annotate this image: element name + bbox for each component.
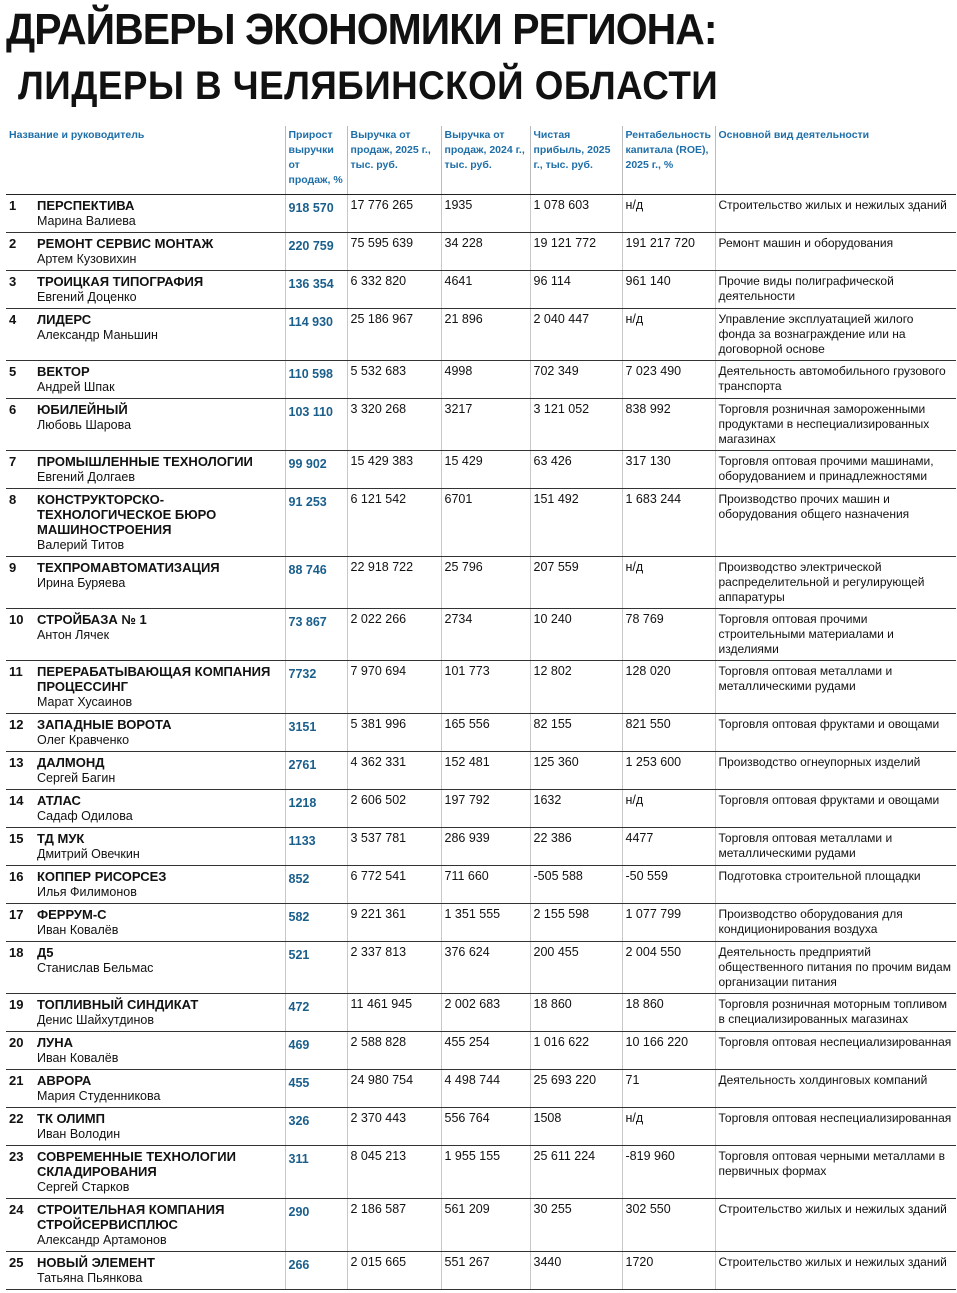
- name-cell: [6, 399, 285, 451]
- manager-name: Сергей Багин: [37, 771, 116, 785]
- name-cell: [6, 451, 285, 489]
- name-cell: [6, 994, 285, 1032]
- revenue-2024-cell: 4641: [441, 271, 530, 309]
- growth-cell: 469: [285, 1032, 347, 1070]
- name-cell: [6, 361, 285, 399]
- name-cell: [6, 1108, 285, 1146]
- net-profit-cell: -505 588: [530, 866, 622, 904]
- company-name: РЕМОНТ СЕРВИС МОНТАЖ: [37, 236, 214, 251]
- roe-cell: 1 077 799: [622, 904, 715, 942]
- roe-cell: 1 683 244: [622, 489, 715, 557]
- growth-cell: 103 110: [285, 399, 347, 451]
- net-profit-cell: 10 240: [530, 609, 622, 661]
- table-row: [6, 233, 956, 271]
- table-row: [6, 1070, 956, 1108]
- manager-name: Евгений Доценко: [37, 290, 137, 304]
- rank-number: 8: [9, 492, 17, 507]
- revenue-2025-cell: 11 461 945: [347, 994, 441, 1032]
- roe-cell: -819 960: [622, 1146, 715, 1199]
- manager-name: Иван Ковалёв: [37, 1051, 119, 1065]
- manager-name: Любовь Шарова: [37, 418, 132, 432]
- header-revenue-2025: Выручка от продаж, 2025 г., тыс. руб.: [347, 126, 441, 195]
- header-roe: Рентабельность капитала (ROE), 2025 г., %: [622, 126, 715, 195]
- activity-cell: Торговля оптовая фруктами и овощами: [715, 790, 956, 828]
- growth-cell: 266: [285, 1252, 347, 1290]
- growth-cell: 521: [285, 942, 347, 994]
- net-profit-cell: 200 455: [530, 942, 622, 994]
- name-cell: [6, 942, 285, 994]
- table-row: [6, 752, 956, 790]
- growth-cell: 114 930: [285, 309, 347, 361]
- company-name: ДАЛМОНД: [37, 755, 105, 770]
- manager-name: Ирина Буряева: [37, 576, 126, 590]
- manager-name: Марина Валиева: [37, 214, 136, 228]
- company-name: СТРОИТЕЛЬНАЯ КОМПАНИЯ СТРОЙСЕРВИСПЛЮС: [37, 1202, 225, 1232]
- name-cell: [6, 609, 285, 661]
- revenue-2025-cell: 2 015 665: [347, 1252, 441, 1290]
- revenue-2024-cell: 711 660: [441, 866, 530, 904]
- revenue-2025-cell: 2 186 587: [347, 1199, 441, 1252]
- table-row: [6, 451, 956, 489]
- revenue-2025-cell: 7 970 694: [347, 661, 441, 714]
- net-profit-cell: 3440: [530, 1252, 622, 1290]
- roe-cell: 191 217 720: [622, 233, 715, 271]
- revenue-2025-cell: 2 588 828: [347, 1032, 441, 1070]
- rank-number: 17: [9, 907, 24, 922]
- revenue-2025-cell: 22 918 722: [347, 557, 441, 609]
- company-name: ТД МУК: [37, 831, 85, 846]
- manager-name: Татьяна Пьянкова: [37, 1271, 143, 1285]
- table-row: [6, 904, 956, 942]
- roe-cell: 961 140: [622, 271, 715, 309]
- company-name: АВРОРА: [37, 1073, 92, 1088]
- company-name: СОВРЕМЕННЫЕ ТЕХНОЛОГИИ СКЛАДИРОВАНИЯ: [37, 1149, 236, 1179]
- activity-cell: Торговля розничная замороженными продуктами в неспециализированных магазинах: [715, 399, 956, 451]
- company-name: ВЕКТОР: [37, 364, 90, 379]
- company-name: КОНСТРУКТОРСКО-ТЕХНОЛОГИЧЕСКОЕ БЮРО МАШИНОСТРОЕНИЯ: [37, 492, 217, 537]
- roe-cell: 4477: [622, 828, 715, 866]
- revenue-2024-cell: 15 429: [441, 451, 530, 489]
- company-name: ЗАПАДНЫЕ ВОРОТА: [37, 717, 172, 732]
- activity-cell: Торговля оптовая прочими строительными материалами и изделиями: [715, 609, 956, 661]
- company-name: ПРОМЫШЛЕННЫЕ ТЕХНОЛОГИИ: [37, 454, 253, 469]
- manager-name: Александр Артамонов: [37, 1233, 167, 1247]
- manager-name: Антон Лячек: [37, 628, 110, 642]
- roe-cell: 128 020: [622, 661, 715, 714]
- name-cell: [6, 714, 285, 752]
- growth-cell: 73 867: [285, 609, 347, 661]
- rank-number: 5: [9, 364, 17, 379]
- revenue-2025-cell: 4 362 331: [347, 752, 441, 790]
- growth-cell: 582: [285, 904, 347, 942]
- net-profit-cell: 2 155 598: [530, 904, 622, 942]
- rank-number: 1: [9, 198, 17, 213]
- table-row: [6, 557, 956, 609]
- net-profit-cell: 96 114: [530, 271, 622, 309]
- rank-number: 6: [9, 402, 17, 417]
- manager-name: Илья Филимонов: [37, 885, 137, 899]
- name-cell: [6, 195, 285, 233]
- activity-cell: Управление эксплуатацией жилого фонда за вознаграждение или на договорной основе: [715, 309, 956, 361]
- revenue-2024-cell: 376 624: [441, 942, 530, 994]
- activity-cell: Строительство жилых и нежилых зданий: [715, 195, 956, 233]
- rank-number: 20: [9, 1035, 24, 1050]
- company-name: ТРОИЦКАЯ ТИПОГРАФИЯ: [37, 274, 204, 289]
- activity-cell: Торговля оптовая металлами и металлическими рудами: [715, 661, 956, 714]
- rank-number: 16: [9, 869, 24, 884]
- table-row: [6, 1146, 956, 1199]
- table-body: [6, 195, 956, 1290]
- revenue-2024-cell: 1935: [441, 195, 530, 233]
- net-profit-cell: 3 121 052: [530, 399, 622, 451]
- revenue-2024-cell: 197 792: [441, 790, 530, 828]
- growth-cell: 852: [285, 866, 347, 904]
- manager-name: Андрей Шпак: [37, 380, 115, 394]
- revenue-2024-cell: 165 556: [441, 714, 530, 752]
- rank-number: 19: [9, 997, 24, 1012]
- table-row: [6, 661, 956, 714]
- activity-cell: Строительство жилых и нежилых зданий: [715, 1252, 956, 1290]
- revenue-2024-cell: 25 796: [441, 557, 530, 609]
- net-profit-cell: 82 155: [530, 714, 622, 752]
- table-row: [6, 942, 956, 994]
- growth-cell: 472: [285, 994, 347, 1032]
- company-name: ТОПЛИВНЫЙ СИНДИКАТ: [37, 997, 199, 1012]
- revenue-2025-cell: 3 537 781: [347, 828, 441, 866]
- roe-cell: 821 550: [622, 714, 715, 752]
- growth-cell: 220 759: [285, 233, 347, 271]
- name-cell: [6, 233, 285, 271]
- revenue-2025-cell: 24 980 754: [347, 1070, 441, 1108]
- activity-cell: Производство прочих машин и оборудования общего назначения: [715, 489, 956, 557]
- manager-name: Марат Хусаинов: [37, 695, 133, 709]
- rank-number: 13: [9, 755, 24, 770]
- table-row: [6, 1108, 956, 1146]
- company-name: ЛИДЕРС: [37, 312, 92, 327]
- revenue-2024-cell: 4998: [441, 361, 530, 399]
- company-name: КОППЕР РИСОРСЕЗ: [37, 869, 167, 884]
- revenue-2024-cell: 3217: [441, 399, 530, 451]
- growth-cell: 290: [285, 1199, 347, 1252]
- activity-cell: Торговля розничная моторным топливом в специализированных магазинах: [715, 994, 956, 1032]
- manager-name: Денис Шайхутдинов: [37, 1013, 154, 1027]
- name-cell: [6, 1070, 285, 1108]
- name-cell: [6, 489, 285, 557]
- manager-name: Мария Студенникова: [37, 1089, 161, 1103]
- revenue-2025-cell: 2 337 813: [347, 942, 441, 994]
- net-profit-cell: 702 349: [530, 361, 622, 399]
- leaders-table: [6, 126, 956, 1290]
- revenue-2025-cell: 6 121 542: [347, 489, 441, 557]
- page-title: ДРАЙВЕРЫ ЭКОНОМИКИ РЕГИОНА:: [6, 5, 717, 54]
- roe-cell: 7 023 490: [622, 361, 715, 399]
- rank-number: 23: [9, 1149, 24, 1164]
- page-subtitle: ЛИДЕРЫ В ЧЕЛЯБИНСКОЙ ОБЛАСТИ: [18, 64, 719, 108]
- net-profit-cell: 151 492: [530, 489, 622, 557]
- table-row: [6, 1252, 956, 1290]
- name-cell: [6, 904, 285, 942]
- rank-number: 4: [9, 312, 17, 327]
- rank-number: 12: [9, 717, 24, 732]
- roe-cell: 838 992: [622, 399, 715, 451]
- rank-number: 7: [9, 454, 17, 469]
- rank-number: 18: [9, 945, 24, 960]
- revenue-2025-cell: 2 022 266: [347, 609, 441, 661]
- net-profit-cell: 2 040 447: [530, 309, 622, 361]
- growth-cell: 88 746: [285, 557, 347, 609]
- rank-number: 22: [9, 1111, 24, 1126]
- rank-number: 3: [9, 274, 17, 289]
- revenue-2025-cell: 75 595 639: [347, 233, 441, 271]
- revenue-2025-cell: 15 429 383: [347, 451, 441, 489]
- growth-cell: 99 902: [285, 451, 347, 489]
- table-row: [6, 1199, 956, 1252]
- revenue-2024-cell: 152 481: [441, 752, 530, 790]
- activity-cell: Деятельность предприятий общественного питания по прочим видам организации питания: [715, 942, 956, 994]
- company-name: АТЛАС: [37, 793, 81, 808]
- manager-name: Александр Маньшин: [37, 328, 158, 342]
- table-header-row: [6, 126, 956, 195]
- company-name: СТРОЙБАЗА № 1: [37, 612, 147, 627]
- growth-cell: 91 253: [285, 489, 347, 557]
- activity-cell: Подготовка строительной площадки: [715, 866, 956, 904]
- net-profit-cell: 25 611 224: [530, 1146, 622, 1199]
- name-cell: [6, 828, 285, 866]
- revenue-2025-cell: 6 772 541: [347, 866, 441, 904]
- company-name: ЛУНА: [37, 1035, 73, 1050]
- revenue-2024-cell: 286 939: [441, 828, 530, 866]
- name-cell: [6, 309, 285, 361]
- roe-cell: 1720: [622, 1252, 715, 1290]
- name-cell: [6, 866, 285, 904]
- revenue-2025-cell: 5 381 996: [347, 714, 441, 752]
- activity-cell: Производство оборудования для кондиционирования воздуха: [715, 904, 956, 942]
- revenue-2025-cell: 2 606 502: [347, 790, 441, 828]
- roe-cell: 18 860: [622, 994, 715, 1032]
- manager-name: Иван Володин: [37, 1127, 121, 1141]
- growth-cell: 1218: [285, 790, 347, 828]
- net-profit-cell: 22 386: [530, 828, 622, 866]
- revenue-2024-cell: 101 773: [441, 661, 530, 714]
- revenue-2024-cell: 556 764: [441, 1108, 530, 1146]
- net-profit-cell: 1508: [530, 1108, 622, 1146]
- header-activity: Основной вид деятельности: [715, 126, 956, 195]
- manager-name: Станислав Бельмас: [37, 961, 154, 975]
- roe-cell: 10 166 220: [622, 1032, 715, 1070]
- manager-name: Олег Кравченко: [37, 733, 130, 747]
- roe-cell: н/д: [622, 1108, 715, 1146]
- company-name: ПЕРЕРАБАТЫВАЮЩАЯ КОМПАНИЯ ПРОЦЕССИНГ: [37, 664, 271, 694]
- table-row: [6, 271, 956, 309]
- company-name: ПЕРСПЕКТИВА: [37, 198, 135, 213]
- net-profit-cell: 18 860: [530, 994, 622, 1032]
- revenue-2024-cell: 1 955 155: [441, 1146, 530, 1199]
- revenue-2025-cell: 5 532 683: [347, 361, 441, 399]
- table-row: [6, 399, 956, 451]
- growth-cell: 1133: [285, 828, 347, 866]
- header-revenue-2024: Выручка от продаж, 2024 г., тыс. руб.: [441, 126, 530, 195]
- activity-cell: Ремонт машин и оборудования: [715, 233, 956, 271]
- name-cell: [6, 271, 285, 309]
- activity-cell: Торговля оптовая металлами и металлическими рудами: [715, 828, 956, 866]
- name-cell: [6, 557, 285, 609]
- growth-cell: 110 598: [285, 361, 347, 399]
- roe-cell: н/д: [622, 309, 715, 361]
- company-name: Д5: [37, 945, 54, 960]
- roe-cell: 302 550: [622, 1199, 715, 1252]
- roe-cell: 2 004 550: [622, 942, 715, 994]
- roe-cell: 71: [622, 1070, 715, 1108]
- growth-cell: 326: [285, 1108, 347, 1146]
- company-name: ЮБИЛЕЙНЫЙ: [37, 402, 128, 417]
- rank-number: 21: [9, 1073, 24, 1088]
- revenue-2024-cell: 4 498 744: [441, 1070, 530, 1108]
- activity-cell: Строительство жилых и нежилых зданий: [715, 1199, 956, 1252]
- revenue-2025-cell: 17 776 265: [347, 195, 441, 233]
- activity-cell: Деятельность автомобильного грузового транспорта: [715, 361, 956, 399]
- activity-cell: Торговля оптовая неспециализированная: [715, 1108, 956, 1146]
- table-row: [6, 1032, 956, 1070]
- growth-cell: 455: [285, 1070, 347, 1108]
- revenue-2024-cell: 455 254: [441, 1032, 530, 1070]
- name-cell: [6, 1252, 285, 1290]
- net-profit-cell: 1632: [530, 790, 622, 828]
- net-profit-cell: 207 559: [530, 557, 622, 609]
- roe-cell: н/д: [622, 195, 715, 233]
- revenue-2025-cell: 2 370 443: [347, 1108, 441, 1146]
- revenue-2025-cell: 6 332 820: [347, 271, 441, 309]
- table-row: [6, 489, 956, 557]
- net-profit-cell: 1 078 603: [530, 195, 622, 233]
- manager-name: Иван Ковалёв: [37, 923, 119, 937]
- rank-number: 2: [9, 236, 17, 251]
- company-name: ТК ОЛИМП: [37, 1111, 105, 1126]
- rank-number: 10: [9, 612, 24, 627]
- name-cell: [6, 1199, 285, 1252]
- header-growth: Прирост выручки от продаж, %: [285, 126, 347, 195]
- name-cell: [6, 752, 285, 790]
- revenue-2024-cell: 2 002 683: [441, 994, 530, 1032]
- net-profit-cell: 1 016 622: [530, 1032, 622, 1070]
- revenue-2025-cell: 3 320 268: [347, 399, 441, 451]
- rank-number: 9: [9, 560, 17, 575]
- name-cell: [6, 1032, 285, 1070]
- name-cell: [6, 790, 285, 828]
- manager-name: Сергей Старков: [37, 1180, 130, 1194]
- net-profit-cell: 30 255: [530, 1199, 622, 1252]
- net-profit-cell: 12 802: [530, 661, 622, 714]
- name-cell: [6, 1146, 285, 1199]
- activity-cell: Производство электрической распределительной и регулирующей аппаратуры: [715, 557, 956, 609]
- rank-number: 15: [9, 831, 24, 846]
- table-row: [6, 309, 956, 361]
- growth-cell: 918 570: [285, 195, 347, 233]
- revenue-2024-cell: 551 267: [441, 1252, 530, 1290]
- activity-cell: Прочие виды полиграфической деятельности: [715, 271, 956, 309]
- growth-cell: 7732: [285, 661, 347, 714]
- table-row: [6, 866, 956, 904]
- activity-cell: Торговля оптовая прочими машинами, оборудованием и принадлежностями: [715, 451, 956, 489]
- roe-cell: 1 253 600: [622, 752, 715, 790]
- activity-cell: Торговля оптовая неспециализированная: [715, 1032, 956, 1070]
- company-name: ТЕХПРОМАВТОМАТИЗАЦИЯ: [37, 560, 220, 575]
- roe-cell: н/д: [622, 790, 715, 828]
- manager-name: Дмитрий Овечкин: [37, 847, 140, 861]
- revenue-2024-cell: 6701: [441, 489, 530, 557]
- activity-cell: Деятельность холдинговых компаний: [715, 1070, 956, 1108]
- table-row: [6, 790, 956, 828]
- revenue-2024-cell: 1 351 555: [441, 904, 530, 942]
- manager-name: Артем Кузовихин: [37, 252, 137, 266]
- table-row: [6, 609, 956, 661]
- growth-cell: 311: [285, 1146, 347, 1199]
- company-name: ФЕРРУМ-С: [37, 907, 107, 922]
- roe-cell: -50 559: [622, 866, 715, 904]
- activity-cell: Торговля оптовая фруктами и овощами: [715, 714, 956, 752]
- roe-cell: н/д: [622, 557, 715, 609]
- rank-number: 24: [9, 1202, 24, 1217]
- rank-number: 14: [9, 793, 24, 808]
- activity-cell: Торговля оптовая черными металлами в первичных формах: [715, 1146, 956, 1199]
- revenue-2024-cell: 21 896: [441, 309, 530, 361]
- activity-cell: Производство огнеупорных изделий: [715, 752, 956, 790]
- header-net-profit: Чистая прибыль, 2025 г., тыс. руб.: [530, 126, 622, 195]
- table-row: [6, 361, 956, 399]
- header-name: Название и руководитель: [6, 126, 285, 195]
- manager-name: Евгений Долгаев: [37, 470, 135, 484]
- table-row: [6, 994, 956, 1032]
- revenue-2024-cell: 34 228: [441, 233, 530, 271]
- company-name: НОВЫЙ ЭЛЕМЕНТ: [37, 1255, 155, 1270]
- manager-name: Валерий Титов: [37, 538, 125, 552]
- net-profit-cell: 63 426: [530, 451, 622, 489]
- net-profit-cell: 125 360: [530, 752, 622, 790]
- manager-name: Садаф Одилова: [37, 809, 133, 823]
- revenue-2025-cell: 8 045 213: [347, 1146, 441, 1199]
- revenue-2024-cell: 561 209: [441, 1199, 530, 1252]
- revenue-2025-cell: 9 221 361: [347, 904, 441, 942]
- revenue-2025-cell: 25 186 967: [347, 309, 441, 361]
- revenue-2024-cell: 2734: [441, 609, 530, 661]
- net-profit-cell: 19 121 772: [530, 233, 622, 271]
- roe-cell: 317 130: [622, 451, 715, 489]
- growth-cell: 2761: [285, 752, 347, 790]
- name-cell: [6, 661, 285, 714]
- table-row: [6, 828, 956, 866]
- rank-number: 25: [9, 1255, 24, 1270]
- rank-number: 11: [9, 664, 23, 679]
- growth-cell: 3151: [285, 714, 347, 752]
- roe-cell: 78 769: [622, 609, 715, 661]
- growth-cell: 136 354: [285, 271, 347, 309]
- net-profit-cell: 25 693 220: [530, 1070, 622, 1108]
- table-row: [6, 195, 956, 233]
- table-row: [6, 714, 956, 752]
